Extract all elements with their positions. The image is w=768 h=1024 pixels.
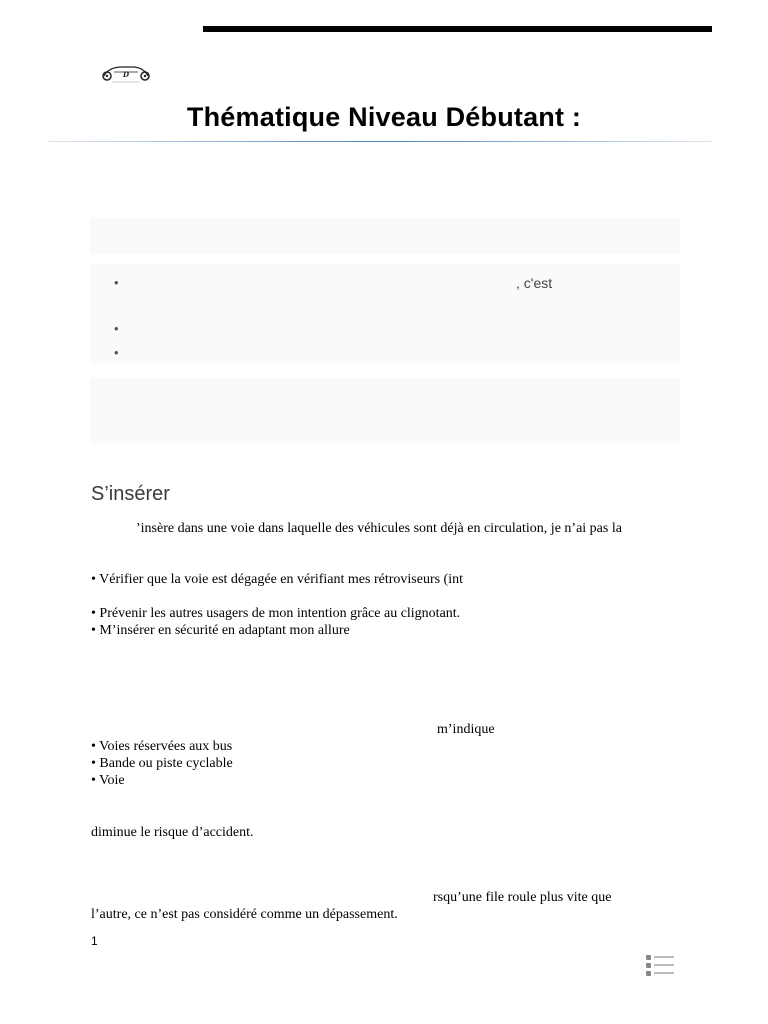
paragraph-accident-risk: diminue le risque d’accident. — [91, 825, 254, 840]
header-rule — [203, 26, 712, 32]
intro-bullet-3: • — [114, 345, 119, 360]
title-underline — [48, 141, 713, 142]
shaded-block-2 — [90, 264, 680, 364]
list-item-merge-safely: • M’insérer en sécurité en adaptant mon allure — [91, 623, 350, 638]
footer-contact-icons — [646, 953, 686, 977]
svg-text:D: D — [122, 70, 130, 79]
paragraph-overtaking-2: l’autre, ce n’est pas considéré comme un dépassement. — [91, 907, 398, 922]
mail-icon — [646, 971, 651, 976]
intro-item-1-tail: , c'est — [516, 275, 553, 291]
paragraph-insertion-intro: ’insère dans une voie dans laquelle des véhicules sont déjà en circulation, je n’ai pas la — [136, 521, 622, 536]
section-heading: S’insérer — [91, 483, 170, 505]
location-icon — [646, 955, 651, 960]
driving-school-logo — [98, 62, 154, 84]
paragraph-indication: m’indique — [437, 722, 495, 737]
page-number: 1 — [91, 934, 98, 948]
intro-bullet-2: • — [114, 321, 119, 336]
paragraph-overtaking-1: rsqu’une file roule plus vite que — [433, 890, 612, 905]
page-title: Thématique Niveau Débutant : — [186, 102, 582, 132]
list-item-check-mirrors: • Vérifier que la voie est dégagée en vérifiant mes rétroviseurs (int — [91, 572, 463, 587]
shaded-block-3 — [90, 378, 680, 444]
list-item-lane: • Voie — [91, 773, 125, 788]
list-item-bus-lanes: • Voies réservées aux bus — [91, 739, 233, 754]
shaded-block-1 — [90, 218, 680, 254]
list-item-bike-lane: • Bande ou piste cyclable — [91, 756, 233, 771]
intro-bullet-1: • — [114, 275, 119, 290]
phone-icon — [646, 963, 651, 968]
list-item-signal: • Prévenir les autres usagers de mon intention grâce au clignotant. — [91, 606, 461, 621]
